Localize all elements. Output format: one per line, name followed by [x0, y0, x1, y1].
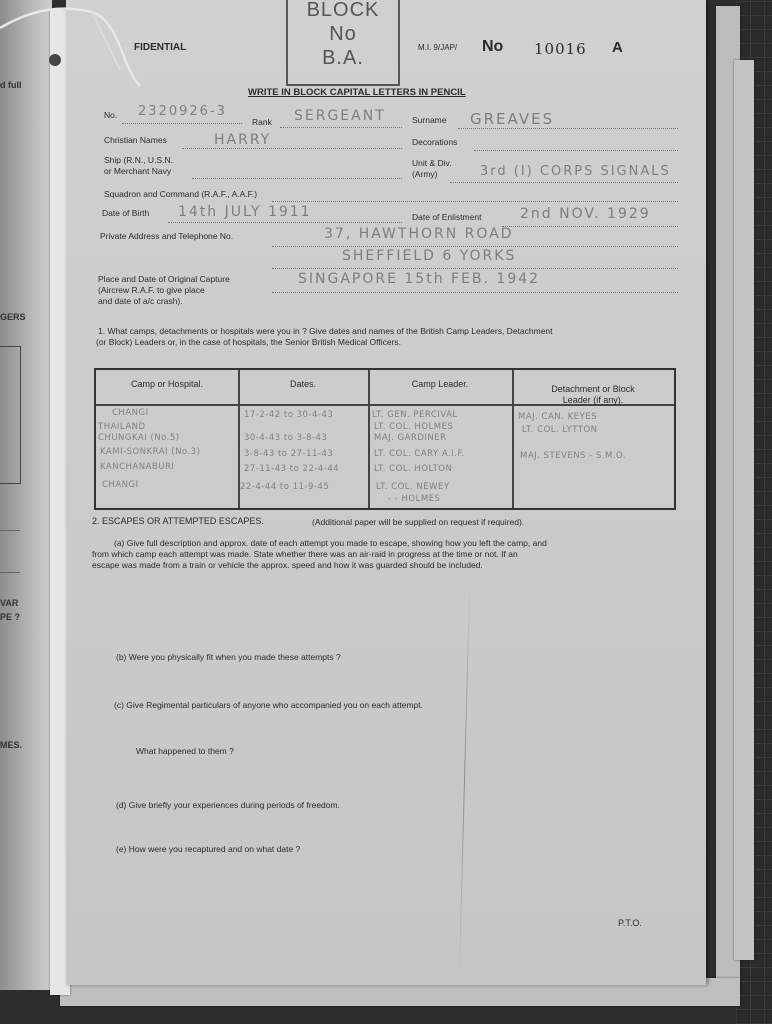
- left-page-snippet: d full: [0, 80, 22, 90]
- unit-value: 3rd (I) CORPS SIGNALS: [480, 164, 671, 179]
- paper-fold-crease: [459, 580, 470, 980]
- left-page-snippet: GERS: [0, 312, 26, 322]
- dotted-rule: [450, 182, 678, 183]
- table-header-detachment: Detachment or Block: [551, 384, 635, 394]
- confidential-label: FIDENTIAL: [134, 42, 187, 53]
- address-label: Private Address and Telephone No.: [100, 231, 234, 241]
- date-of-birth-value: 14th JULY 1911: [178, 204, 312, 220]
- dotted-rule: [192, 178, 402, 179]
- table-cell-detachment: LT. COL. LYTTON: [522, 425, 598, 435]
- capture-value: SINGAPORE 15th FEB. 1942: [298, 271, 541, 287]
- capture-label-cont: and date of a/c crash).: [98, 296, 183, 306]
- capture-label-cont: (Aircrew R.A.F. to give place: [98, 285, 205, 295]
- table-cell-camp: KANCHANABURI: [100, 462, 175, 472]
- left-page-box: [0, 346, 21, 484]
- surname-label: Surname: [412, 115, 447, 125]
- table-header-detachment-cont: Leader (if any).: [562, 395, 624, 405]
- question-1-text-cont: (or Block) Leaders or, in the case of hospitals, the Senior British Medical Officers.: [96, 337, 402, 347]
- question-2c-subtext: What happened to them ?: [136, 746, 234, 756]
- enlistment-label: Date of Enlistment: [412, 212, 482, 222]
- service-number-label: No.: [104, 110, 118, 120]
- unit-label: Unit & Div.: [412, 158, 452, 168]
- paper-stack-edge: [734, 60, 754, 960]
- pow-questionnaire-form: [66, 0, 706, 985]
- question-1-text: 1. What camps, detachments or hospitals were you in ? Give dates and names of the British Camp Leaders, Detachment: [98, 326, 553, 336]
- table-cell-leader: LT. COL. CARY A.I.F.: [374, 449, 465, 459]
- question-2-heading: 2. ESCAPES OR ATTEMPTED ESCAPES.: [92, 516, 264, 526]
- dotted-rule: [122, 123, 242, 124]
- table-cell-camp: CHANGI: [102, 480, 139, 490]
- pencil-instruction: WRITE IN BLOCK CAPITAL LETTERS IN PENCIL: [248, 87, 466, 98]
- left-page-rule: [0, 530, 20, 531]
- table-cell-camp: CHUNGKAI (No.5): [98, 433, 180, 443]
- table-cell-leader: LT. COL. HOLTON: [374, 464, 453, 474]
- table-column-divider: [368, 370, 370, 508]
- table-cell-dates: 3-8-43 to 27-11-43: [244, 449, 334, 459]
- christian-names-value: HARRY: [214, 132, 272, 148]
- enlistment-value: 2nd NOV. 1929: [520, 206, 651, 222]
- table-cell-detachment: MAJ. CAN. KEYES: [518, 412, 597, 422]
- table-cell-leader: LT. COL. NEWEY: [376, 482, 450, 492]
- rank-label: Rank: [252, 117, 272, 127]
- stamp-line: No: [329, 23, 357, 45]
- table-cell-camp: CHANGI: [112, 408, 149, 418]
- tie-string: [0, 0, 160, 90]
- dotted-rule: [502, 226, 678, 227]
- question-2a-text: (a) Give full description and approx. date of each attempt you made to escape, showing how you left the camp, and: [114, 538, 547, 548]
- please-turn-over: P.T.O.: [618, 918, 642, 928]
- dotted-rule: [474, 150, 678, 151]
- capture-label: Place and Date of Original Capture: [98, 274, 230, 284]
- table-cell-detachment: MAJ. STEVENS - S.M.O.: [520, 451, 627, 461]
- table-cell-dates: 30-4-43 to 3-8-43: [244, 433, 328, 443]
- table-cell-dates: 22-4-44 to 11-9-45: [240, 482, 330, 492]
- question-2b-text: (b) Were you physically fit when you made these attempts ?: [116, 652, 341, 662]
- left-page-snippet: PE ?: [0, 612, 21, 622]
- ship-label: Ship (R.N., U.S.N.: [104, 155, 173, 165]
- block-stamp: [286, 0, 400, 86]
- ship-label-cont: or Merchant Navy: [104, 166, 172, 176]
- table-header-camp: Camp or Hospital.: [130, 379, 204, 389]
- table-cell-camp: KAMI-SONKRAI (No.3): [100, 447, 201, 457]
- dotted-rule: [272, 268, 678, 269]
- form-number-suffix: A: [612, 39, 623, 56]
- number-label: No: [482, 38, 504, 55]
- unit-label-cont: (Army): [412, 169, 438, 179]
- dotted-rule: [272, 292, 678, 293]
- dotted-rule: [168, 222, 402, 223]
- question-2c-text: (c) Give Regimental particulars of anyone who accompanied you on each attempt.: [114, 700, 423, 710]
- question-2a-text-cont: from which camp each attempt was made. State whether there was an air-raid in progress at the time or not. If an: [92, 549, 518, 559]
- table-cell-leader: MAJ. GARDINER: [374, 433, 447, 443]
- dotted-rule: [458, 128, 678, 129]
- question-2d-text: (d) Give briefly your experiences during periods of freedom.: [116, 800, 340, 810]
- question-2-note: (Additional paper will be supplied on request if required).: [312, 517, 525, 527]
- table-header-leader: Camp Leader.: [411, 379, 469, 389]
- form-number: 10016: [534, 40, 587, 58]
- address-line-2: SHEFFIELD 6 YORKS: [342, 248, 517, 264]
- decorations-label: Decorations: [412, 137, 458, 147]
- dotted-rule: [280, 127, 402, 128]
- service-number-value: 2320926-3: [138, 104, 227, 119]
- left-page-rule: [0, 572, 20, 573]
- left-page-snippet: VAR: [0, 598, 19, 608]
- table-cell-leader: - - HOLMES: [388, 494, 441, 504]
- left-facing-page: [0, 0, 52, 990]
- question-2a-text-cont: escape was made from a train or vehicle the approx. speed and how it was guarded should be included.: [92, 560, 483, 570]
- address-line-1: 37, HAWTHORN ROAD: [324, 226, 514, 242]
- form-reference: M.I. 9/JAP/: [418, 43, 458, 52]
- stamp-line: BLOCK: [306, 0, 380, 21]
- date-of-birth-label: Date of Birth: [102, 208, 150, 218]
- camp-table: [94, 368, 676, 510]
- dotted-rule: [272, 201, 678, 202]
- left-page-snippet: MES.: [0, 740, 23, 750]
- table-header-dates: Dates.: [289, 379, 316, 389]
- rank-value: SERGEANT: [294, 108, 386, 124]
- dotted-rule: [182, 148, 402, 149]
- stamp-line: B.A.: [322, 47, 364, 69]
- question-2e-text: (e) How were you recaptured and on what date ?: [116, 844, 301, 854]
- table-cell-camp: THAILAND: [98, 422, 146, 432]
- table-cell-dates: 17-2-42 to 30-4-43: [244, 410, 334, 420]
- dotted-rule: [272, 246, 678, 247]
- table-cell-leader: LT. COL. HOLMES: [374, 422, 454, 432]
- squadron-label: Squadron and Command (R.A.F., A.A.F.): [104, 189, 258, 199]
- table-cell-dates: 27-11-43 to 22-4-44: [244, 464, 340, 474]
- table-cell-leader: LT. GEN. PERCIVAL: [372, 410, 458, 420]
- surname-value: GREAVES: [470, 110, 555, 128]
- christian-names-label: Christian Names: [104, 135, 167, 145]
